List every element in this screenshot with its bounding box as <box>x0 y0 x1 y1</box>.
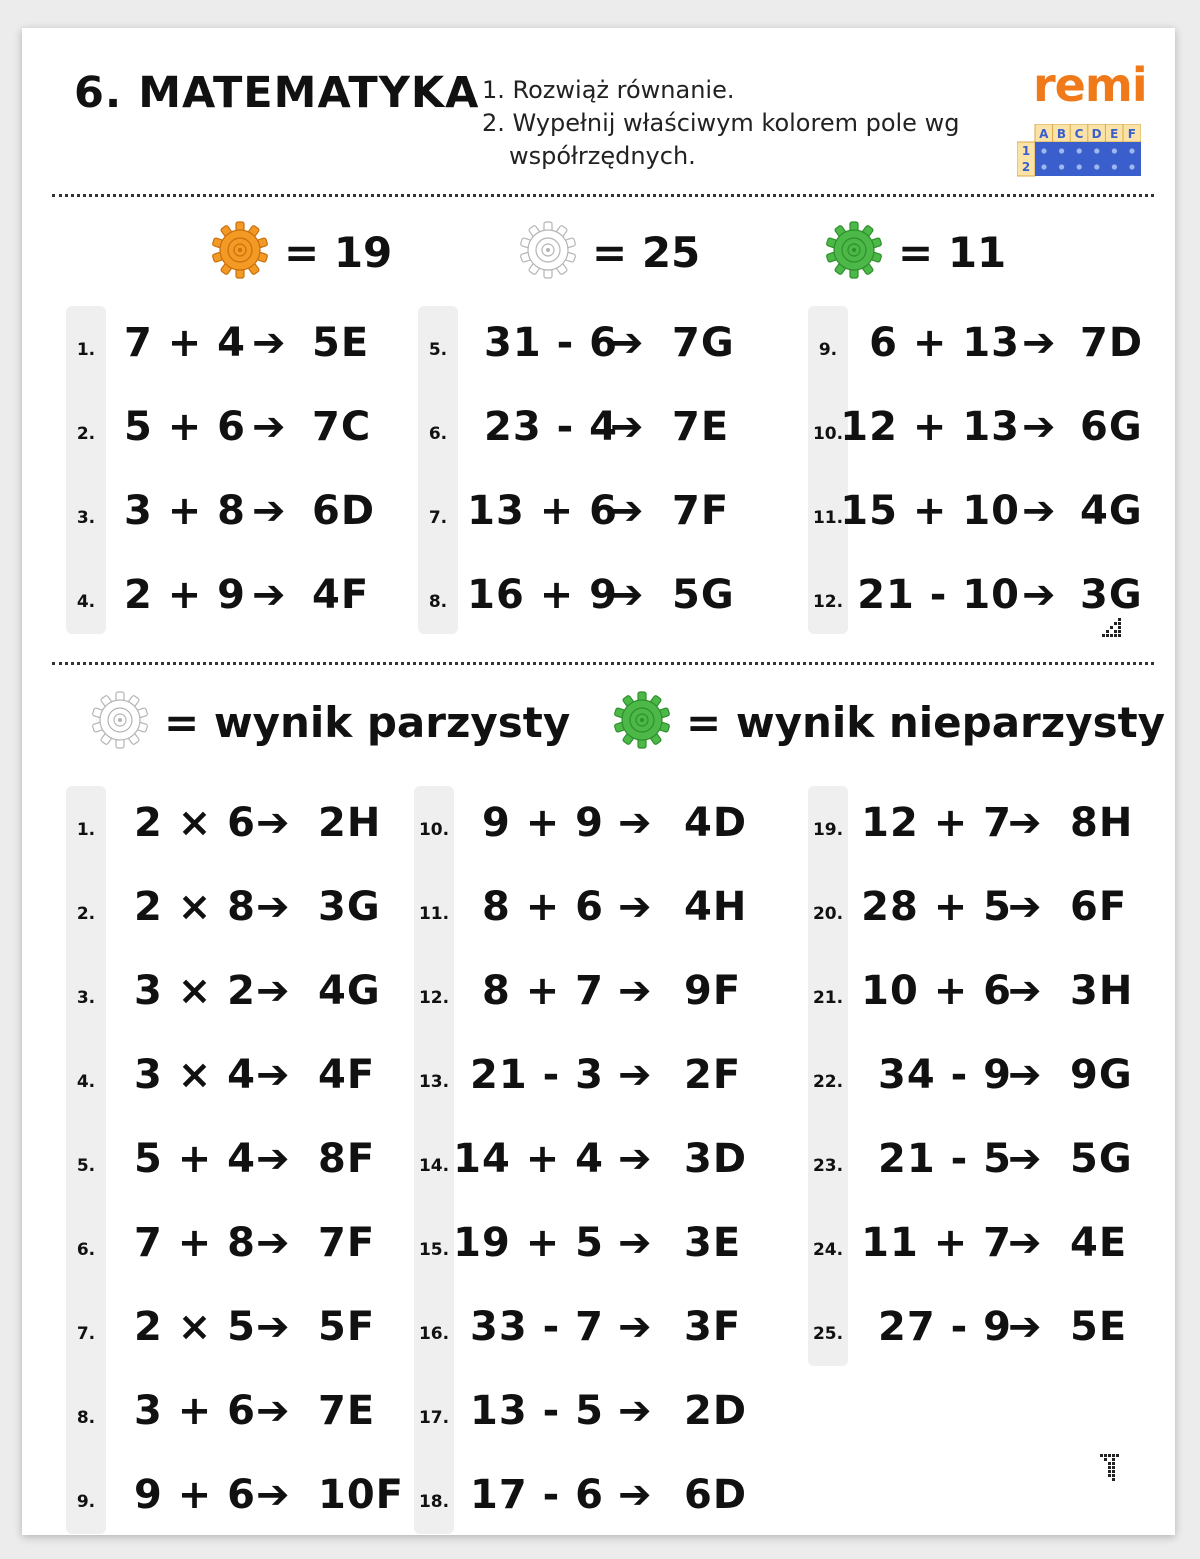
exercise-number: 22. <box>812 1072 844 1092</box>
coordinate: 3E <box>684 1220 742 1266</box>
coordinate: 4H <box>684 884 748 930</box>
coordinate: 2H <box>318 800 382 846</box>
exercise-number: 8. <box>76 1408 96 1428</box>
equation: 17 - 6 <box>470 1472 604 1518</box>
coordinate: 6D <box>312 488 376 534</box>
coordinate: 5F <box>318 1304 376 1350</box>
arrow-right-icon: ➔ <box>252 488 286 534</box>
exercise-row <box>66 954 406 1014</box>
exercise-number: 15. <box>418 1240 450 1260</box>
coordinate: 6G <box>1080 404 1143 450</box>
white-gear-icon <box>90 690 150 754</box>
exercise-row <box>418 474 758 534</box>
arrow-right-icon: ➔ <box>610 488 644 534</box>
arrow-right-icon: ➔ <box>618 968 652 1014</box>
equation: 16 + 9 <box>467 572 618 618</box>
exercise-number: 3. <box>76 988 96 1008</box>
exercise-number: 19. <box>812 820 844 840</box>
grid-letter: B <box>1056 127 1066 141</box>
exercise-number: 21. <box>812 988 844 1008</box>
arrow-right-icon: ➔ <box>256 884 290 930</box>
equation: 5 + 4 <box>133 1136 256 1182</box>
exercise-number: 24. <box>812 1240 844 1260</box>
coordinate: 3G <box>318 884 381 930</box>
instruction-2: 2. Wypełnij właściwym kolorem pole wg <box>482 109 960 137</box>
coordinate: 4F <box>318 1052 376 1098</box>
exercise-number: 16. <box>418 1324 450 1344</box>
arrow-right-icon: ➔ <box>1008 800 1042 846</box>
equation: 14 + 4 <box>453 1136 604 1182</box>
exercise-row <box>414 1458 754 1518</box>
exercise-row <box>418 558 758 618</box>
exercise-row <box>66 1290 406 1350</box>
page-title: 6. MATEMATYKA <box>74 68 480 118</box>
coordinate: 5E <box>1070 1304 1128 1350</box>
equation: 7 + 8 <box>133 1220 256 1266</box>
coordinate: 10F <box>318 1472 404 1518</box>
coordinate: 9F <box>684 968 742 1014</box>
equation: 28 + 5 <box>861 884 1012 930</box>
equation: 23 - 4 <box>484 404 618 450</box>
arrow-right-icon: ➔ <box>618 884 652 930</box>
exercise-number: 1. <box>76 820 96 840</box>
arrow-right-icon: ➔ <box>1022 320 1056 366</box>
exercise-number: 6. <box>428 424 448 444</box>
exercise-row <box>808 870 1148 930</box>
exercise-row <box>808 1122 1148 1182</box>
exercise-number: 18. <box>418 1492 450 1512</box>
coordinate: 7F <box>672 488 730 534</box>
worksheet <box>22 28 1175 1535</box>
legend-white <box>518 220 700 284</box>
white-gear-icon <box>518 220 578 284</box>
equation: 3 × 4 <box>133 1052 256 1098</box>
equation: 2 × 5 <box>133 1304 256 1350</box>
exercise-row <box>414 1122 754 1182</box>
exercise-row <box>808 1038 1148 1098</box>
exercise-number: 9. <box>76 1492 96 1512</box>
exercise-number: 5. <box>76 1156 96 1176</box>
legend-even <box>90 690 570 754</box>
exercise-row <box>66 1374 406 1434</box>
arrow-right-icon: ➔ <box>618 1304 652 1350</box>
coordinate: 6F <box>1070 884 1128 930</box>
legend-green <box>824 220 1006 284</box>
equation: 21 - 3 <box>470 1052 604 1098</box>
arrow-right-icon: ➔ <box>256 1304 290 1350</box>
arrow-right-icon: ➔ <box>256 1220 290 1266</box>
equation: 21 - 10 <box>857 572 1020 618</box>
exercise-number: 14. <box>418 1156 450 1176</box>
grid-letter: A <box>1039 127 1049 141</box>
instructions <box>482 74 959 173</box>
grid-row-number: 2 <box>1021 160 1031 174</box>
instruction-2-cont: współrzędnych. <box>509 142 696 170</box>
equation: 7 + 4 <box>123 320 246 366</box>
exercise-row <box>414 1290 754 1350</box>
arrow-right-icon: ➔ <box>618 1052 652 1098</box>
exercise-number: 7. <box>428 508 448 528</box>
exercise-row <box>808 390 1148 450</box>
equation: 31 - 6 <box>484 320 618 366</box>
exercise-number: 17. <box>418 1408 450 1428</box>
equation: 27 - 9 <box>878 1304 1012 1350</box>
coordinate: 7E <box>672 404 730 450</box>
coordinate: 7C <box>312 404 372 450</box>
exercise-row <box>414 786 754 846</box>
arrow-right-icon: ➔ <box>252 320 286 366</box>
exercise-number: 9. <box>818 340 838 360</box>
orange-gear-icon <box>210 220 270 284</box>
exercise-number: 5. <box>428 340 448 360</box>
exercise-row <box>418 306 758 366</box>
exercise-row <box>66 786 406 846</box>
exercise-row <box>66 1458 406 1518</box>
legend-label: = 11 <box>898 227 1007 277</box>
arrow-right-icon: ➔ <box>1008 1304 1042 1350</box>
arrow-right-icon: ➔ <box>618 1136 652 1182</box>
coordinate: 4E <box>1070 1220 1128 1266</box>
arrow-right-icon: ➔ <box>618 1388 652 1434</box>
coordinate: 4D <box>684 800 748 846</box>
equation: 3 × 2 <box>133 968 256 1014</box>
coordinate: 9G <box>1070 1052 1133 1098</box>
coordinate: 2D <box>684 1388 748 1434</box>
exercise-number: 6. <box>76 1240 96 1260</box>
grid-letter: C <box>1074 127 1084 141</box>
exercise-number: 25. <box>812 1324 844 1344</box>
exercise-row <box>414 1206 754 1266</box>
equation: 9 + 6 <box>133 1472 256 1518</box>
coordinate: 5G <box>672 572 735 618</box>
equation: 2 × 8 <box>133 884 256 930</box>
coordinate: 7D <box>1080 320 1144 366</box>
exercise-row <box>66 390 386 450</box>
equation: 10 + 6 <box>861 968 1012 1014</box>
equation: 12 + 7 <box>861 800 1012 846</box>
exercise-number: 13. <box>418 1072 450 1092</box>
pixel-arrow-icon <box>1098 1452 1122 1486</box>
exercise-number: 10. <box>812 424 844 444</box>
green-gear-icon <box>824 220 884 284</box>
coordinate: 4G <box>1080 488 1143 534</box>
exercise-row <box>66 558 386 618</box>
remi-logo: remi <box>1033 58 1147 112</box>
divider-middle <box>52 662 1154 665</box>
coordinate: 3F <box>684 1304 742 1350</box>
exercise-number: 7. <box>76 1324 96 1344</box>
arrow-right-icon: ➔ <box>1022 488 1056 534</box>
equation: 34 - 9 <box>878 1052 1012 1098</box>
exercise-row <box>66 870 406 930</box>
coordinate: 3D <box>684 1136 748 1182</box>
arrow-right-icon: ➔ <box>1008 884 1042 930</box>
exercise-number: 3. <box>76 508 96 528</box>
coordinate: 7G <box>672 320 735 366</box>
exercise-row <box>414 954 754 1014</box>
exercise-row <box>808 1290 1148 1350</box>
equation: 9 + 9 <box>481 800 604 846</box>
grid-letter: F <box>1127 127 1136 141</box>
equation: 2 × 6 <box>133 800 256 846</box>
exercise-number: 4. <box>76 592 96 612</box>
arrow-right-icon: ➔ <box>1022 572 1056 618</box>
exercise-row <box>66 1122 406 1182</box>
legend-orange <box>210 220 392 284</box>
equation: 6 + 13 <box>869 320 1020 366</box>
equation: 2 + 9 <box>123 572 246 618</box>
exercise-row <box>808 1206 1148 1266</box>
legend-label: = 25 <box>592 227 701 277</box>
green-gear-icon <box>612 690 672 754</box>
arrow-right-icon: ➔ <box>1022 404 1056 450</box>
exercise-row <box>808 558 1148 618</box>
exercise-number: 2. <box>76 424 96 444</box>
arrow-right-icon: ➔ <box>1008 1136 1042 1182</box>
exercise-number: 12. <box>812 592 844 612</box>
coordinate: 7E <box>318 1388 376 1434</box>
equation: 13 + 6 <box>467 488 618 534</box>
exercise-row <box>414 1374 754 1434</box>
exercise-row <box>808 786 1148 846</box>
equation: 8 + 6 <box>481 884 604 930</box>
equation: 15 + 10 <box>840 488 1020 534</box>
exercise-number: 10. <box>418 820 450 840</box>
arrow-right-icon: ➔ <box>618 1220 652 1266</box>
arrow-right-icon: ➔ <box>1008 968 1042 1014</box>
equation: 3 + 8 <box>123 488 246 534</box>
exercise-row <box>414 1038 754 1098</box>
arrow-right-icon: ➔ <box>1008 1220 1042 1266</box>
exercise-number: 12. <box>418 988 450 1008</box>
arrow-right-icon: ➔ <box>252 404 286 450</box>
arrow-right-icon: ➔ <box>256 1052 290 1098</box>
equation: 12 + 13 <box>840 404 1020 450</box>
legend-odd <box>612 690 1165 754</box>
exercise-row <box>418 390 758 450</box>
grid-logo-icon <box>1017 124 1141 180</box>
arrow-right-icon: ➔ <box>256 1136 290 1182</box>
coordinate: 4G <box>318 968 381 1014</box>
coordinate: 2F <box>684 1052 742 1098</box>
instruction-1: 1. Rozwiąż równanie. <box>482 76 735 104</box>
coordinate: 6D <box>684 1472 748 1518</box>
grid-letter: E <box>1110 127 1119 141</box>
equation: 13 - 5 <box>470 1388 604 1434</box>
exercise-row <box>808 954 1148 1014</box>
exercise-number: 23. <box>812 1156 844 1176</box>
arrow-right-icon: ➔ <box>256 800 290 846</box>
coordinate: 5E <box>312 320 370 366</box>
exercise-number: 4. <box>76 1072 96 1092</box>
grid-letter: D <box>1091 127 1102 141</box>
exercise-row <box>414 870 754 930</box>
equation: 3 + 6 <box>133 1388 256 1434</box>
exercise-row <box>808 474 1148 534</box>
arrow-right-icon: ➔ <box>610 572 644 618</box>
equation: 21 - 5 <box>878 1136 1012 1182</box>
exercise-number: 20. <box>812 904 844 924</box>
coordinate: 8H <box>1070 800 1134 846</box>
equation: 19 + 5 <box>453 1220 604 1266</box>
arrow-right-icon: ➔ <box>252 572 286 618</box>
pixel-triangle-icon <box>1098 616 1124 642</box>
legend-label: = wynik nieparzysty <box>686 697 1166 747</box>
arrow-right-icon: ➔ <box>610 320 644 366</box>
arrow-right-icon: ➔ <box>256 968 290 1014</box>
exercise-number: 2. <box>76 904 96 924</box>
equation: 11 + 7 <box>861 1220 1012 1266</box>
exercise-row <box>66 306 386 366</box>
exercise-number: 8. <box>428 592 448 612</box>
exercise-number: 1. <box>76 340 96 360</box>
exercise-number: 11. <box>418 904 450 924</box>
arrow-right-icon: ➔ <box>618 1472 652 1518</box>
coordinate: 8F <box>318 1136 376 1182</box>
coordinate: 7F <box>318 1220 376 1266</box>
coordinate: 3G <box>1080 572 1143 618</box>
coordinate: 4F <box>312 572 370 618</box>
exercise-row <box>66 1038 406 1098</box>
arrow-right-icon: ➔ <box>610 404 644 450</box>
arrow-right-icon: ➔ <box>618 800 652 846</box>
exercise-number: 11. <box>812 508 844 528</box>
arrow-right-icon: ➔ <box>256 1472 290 1518</box>
equation: 8 + 7 <box>481 968 604 1014</box>
legend-label: = 19 <box>284 227 393 277</box>
grid-row-number: 1 <box>1021 144 1031 158</box>
coordinate: 3H <box>1070 968 1134 1014</box>
divider-top <box>52 194 1154 197</box>
legend-label: = wynik parzysty <box>164 697 571 747</box>
exercise-row <box>66 1206 406 1266</box>
equation: 5 + 6 <box>123 404 246 450</box>
arrow-right-icon: ➔ <box>1008 1052 1042 1098</box>
arrow-right-icon: ➔ <box>256 1388 290 1434</box>
exercise-row <box>66 474 386 534</box>
coordinate: 5G <box>1070 1136 1133 1182</box>
exercise-row <box>808 306 1148 366</box>
equation: 33 - 7 <box>470 1304 604 1350</box>
